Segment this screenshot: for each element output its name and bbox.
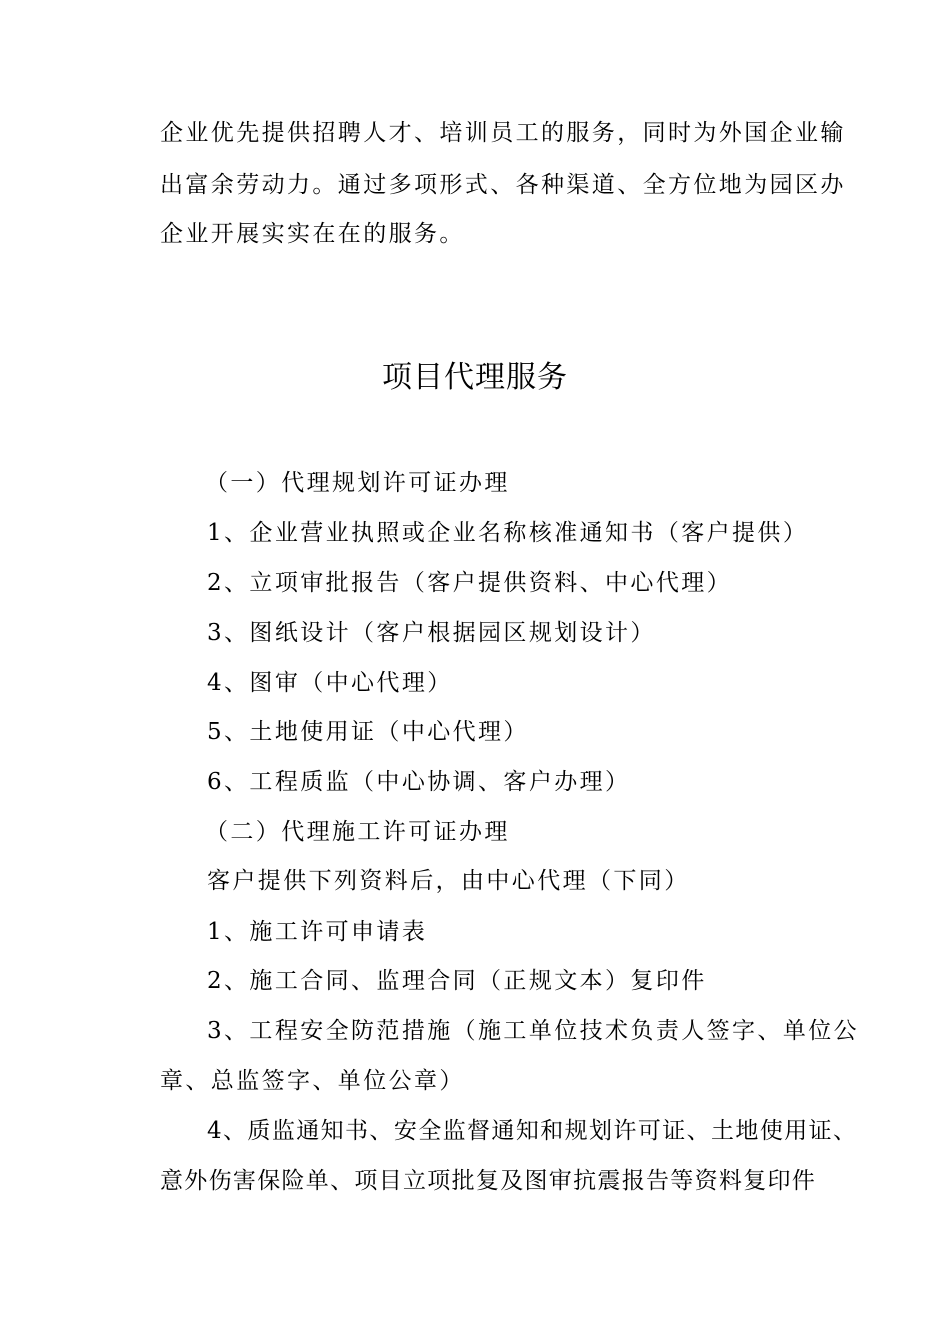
construction-item-3-line-1: 3、工程安全防范措施（施工单位技术负责人签字、单位公 [207, 1018, 860, 1044]
planning-item-1: 1、企业营业执照或企业名称核准通知书（客户提供） [207, 520, 809, 546]
planning-item-6: 6、工程质监（中心协调、客户办理） [207, 769, 631, 795]
construction-item-1: 1、施工许可申请表 [207, 919, 428, 945]
construction-item-2: 2、施工合同、监理合同（正规文本）复印件 [207, 968, 707, 994]
planning-item-5: 5、土地使用证（中心代理） [207, 719, 529, 745]
planning-item-3: 3、图纸设计（客户根据园区规划设计） [207, 620, 656, 646]
construction-item-4-line-1: 4、质监通知书、安全监督通知和规划许可证、土地使用证、 [207, 1118, 858, 1144]
section-title: 项目代理服务 [382, 360, 568, 395]
construction-item-3-line-2: 章、总监签字、单位公章） [160, 1068, 465, 1094]
construction-note: 客户提供下列资料后，由中心代理（下同） [207, 868, 690, 894]
construction-heading: （二）代理施工许可证办理 [205, 819, 510, 845]
planning-heading: （一）代理规划许可证办理 [205, 470, 510, 496]
intro-line-1: 企业优先提供招聘人才、培训员工的服务，同时为外国企业输 [160, 120, 846, 146]
planning-item-4: 4、图审（中心代理） [207, 670, 453, 696]
planning-item-2: 2、立项审批报告（客户提供资料、中心代理） [207, 570, 733, 596]
intro-line-2: 出富余劳动力。通过多项形式、各种渠道、全方位地为园区办 [160, 172, 846, 198]
construction-item-4-line-2: 意外伤害保险单、项目立项批复及图审抗震报告等资料复印件 [160, 1168, 817, 1194]
intro-line-3: 企业开展实实在在的服务。 [160, 221, 465, 247]
